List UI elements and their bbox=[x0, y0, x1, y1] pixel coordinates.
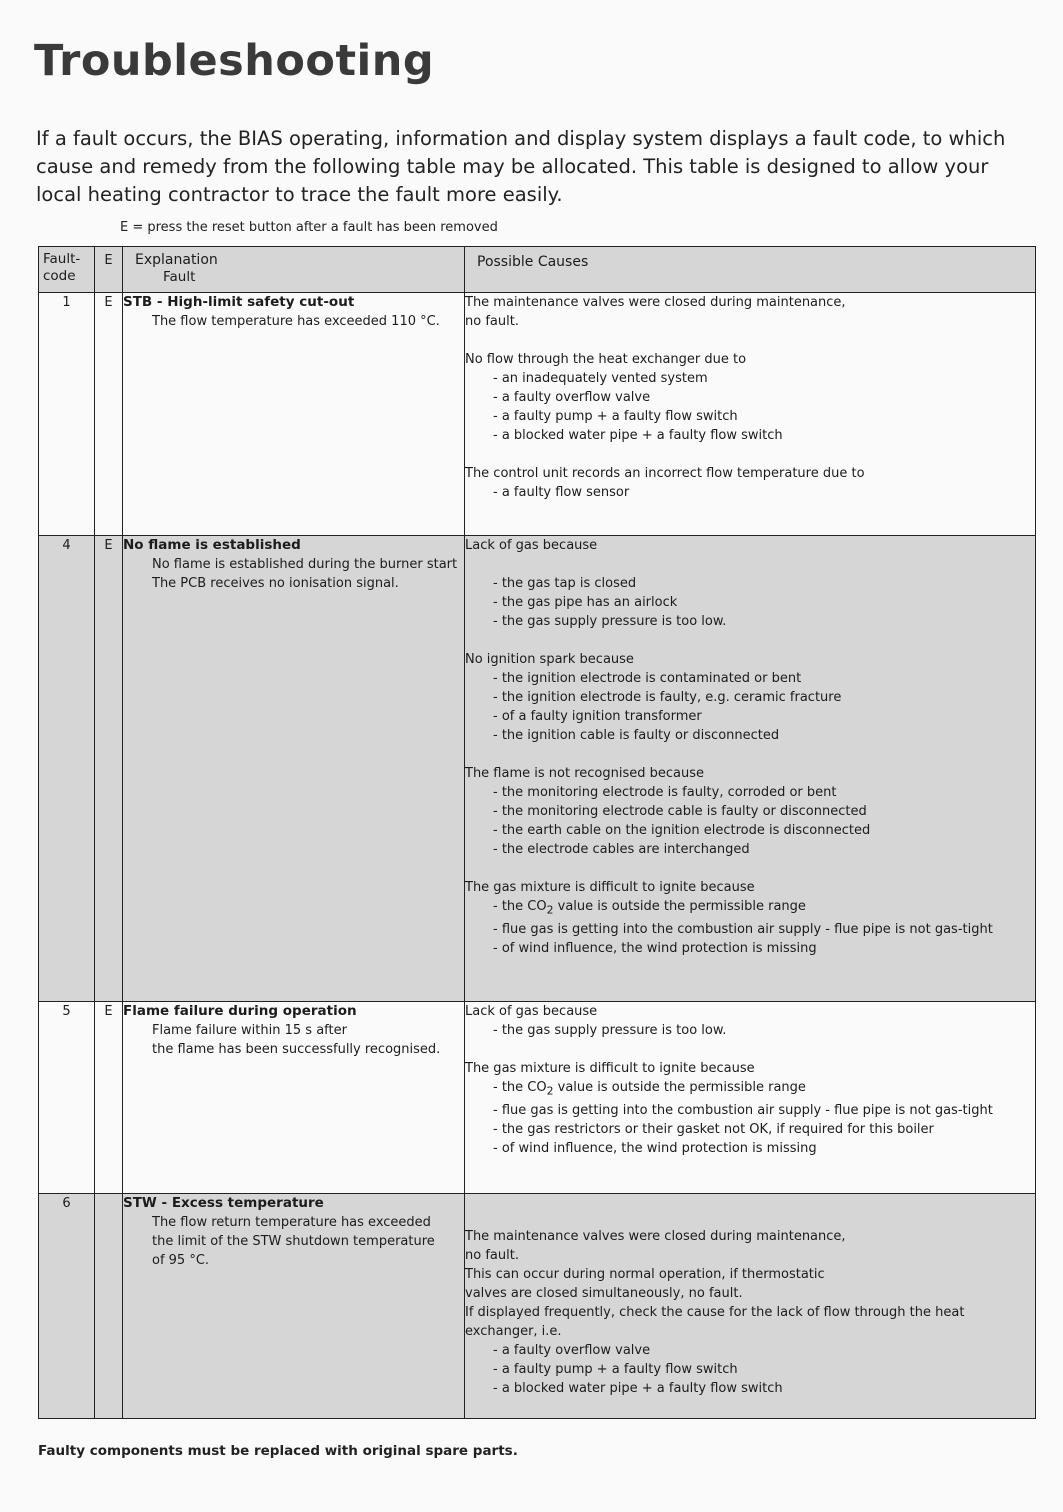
fault-title: Flame failure during operation bbox=[123, 1003, 357, 1019]
fault-explanation bbox=[123, 1002, 465, 1194]
header-possible-causes: Possible Causes bbox=[465, 247, 1036, 293]
reset-flag: E bbox=[95, 536, 123, 1002]
table-header-row bbox=[39, 247, 1036, 293]
header-explanation: Explanation Fault bbox=[123, 247, 465, 293]
table-row bbox=[39, 293, 1036, 536]
page-title: Troubleshooting bbox=[34, 36, 435, 86]
possible-causes: Lack of gas because - the gas tap is closed - the gas pipe has an airlock - the gas supply pressure is too low. No ignition spark because - the ignition electrode is contaminated or bent - the ignition electrode is faulty, e.g. ceramic fracture - of a faulty ignition transformer - the ignition cable is faulty or disconnected The flame is not recognised because - the monitoring electrode is faulty, corroded or bent - the monitoring electrode cable is faulty or disconnected - the earth cable on the ignition electrode is disconnected - the electrode cables are interchanged The gas mixture is difficult to ignite because - the $CO_2$ value is outside the permissible range - flue gas is getting into the combustion air supply - flue pipe is not gas-tight - of wind influence, the wind protection is missing bbox=[465, 536, 1036, 1002]
fault-description: Flame failure within 15 s after bbox=[152, 1023, 347, 1038]
fault-explanation bbox=[123, 293, 465, 536]
fault-description: the limit of the STW shutdown temperature bbox=[152, 1234, 435, 1249]
fault-code: 5 bbox=[39, 1002, 95, 1194]
fault-explanation bbox=[123, 1194, 465, 1419]
fault-description: No flame is established during the burner start bbox=[152, 557, 458, 572]
intro-paragraph: If a fault occurs, the BIAS operating, information and display system displays a fault code, to which cause and remedy from the following table may be allocated. This table is designed to allow your local heating contractor to trace the fault more easily. bbox=[36, 127, 1006, 206]
fault-title: STW - Excess temperature bbox=[123, 1195, 324, 1211]
fault-explanation bbox=[123, 536, 465, 1002]
fault-code: 6 bbox=[39, 1194, 95, 1419]
fault-description: the flame has been successfully recognised. bbox=[152, 1042, 441, 1057]
fault-description: The PCB receives no ionisation signal. bbox=[152, 576, 399, 591]
fault-code: 4 bbox=[39, 536, 95, 1002]
fault-table bbox=[38, 246, 1036, 1419]
fault-title: STB - High-limit safety cut-out bbox=[123, 294, 355, 310]
possible-causes: The maintenance valves were closed during maintenance, no fault. No flow through the heat exchanger due to - an inadequately vented system - a faulty overflow valve - a faulty pump + a faulty flow switch - a blocked water pipe + a faulty flow switch The control unit records an incorrect flow temperature due to - a faulty flow sensor bbox=[465, 293, 1036, 536]
possible-causes: The maintenance valves were closed during maintenance, no fault. This can occur during normal operation, if thermostatic valves are closed simultaneously, no fault. If displayed frequently, check the cause for the lack of flow through the heat exchanger, i.e. - a faulty overflow valve - a faulty pump + a faulty flow switch - a blocked water pipe + a faulty flow switch bbox=[465, 1194, 1036, 1419]
reset-flag: E bbox=[95, 293, 123, 536]
header-e: E bbox=[95, 247, 123, 293]
fault-code: 1 bbox=[39, 293, 95, 536]
table-row bbox=[39, 1194, 1036, 1419]
fault-description: The flow return temperature has exceeded bbox=[152, 1215, 431, 1230]
possible-causes: Lack of gas because - the gas supply pressure is too low. The gas mixture is difficult to ignite because - the $CO_2$ value is outside the permissible range - flue gas is getting into the combustion air supply - flue pipe is not gas-tight - the gas restrictors or their gasket not OK, if required for this boiler - of wind influence, the wind protection is missing bbox=[465, 1002, 1036, 1194]
reset-flag: E bbox=[95, 1002, 123, 1194]
legend-note: E = press the reset button after a fault has been removed bbox=[120, 220, 498, 235]
fault-description: The flow temperature has exceeded 110 °C. bbox=[152, 314, 440, 329]
header-fault-code: Fault- code bbox=[39, 247, 95, 293]
fault-title: No flame is established bbox=[123, 537, 301, 553]
fault-description: of 95 °C. bbox=[152, 1253, 210, 1268]
table-row bbox=[39, 1002, 1036, 1194]
reset-flag bbox=[95, 1194, 123, 1419]
footer-note: Faulty components must be replaced with original spare parts. bbox=[38, 1443, 518, 1459]
table-row bbox=[39, 536, 1036, 1002]
